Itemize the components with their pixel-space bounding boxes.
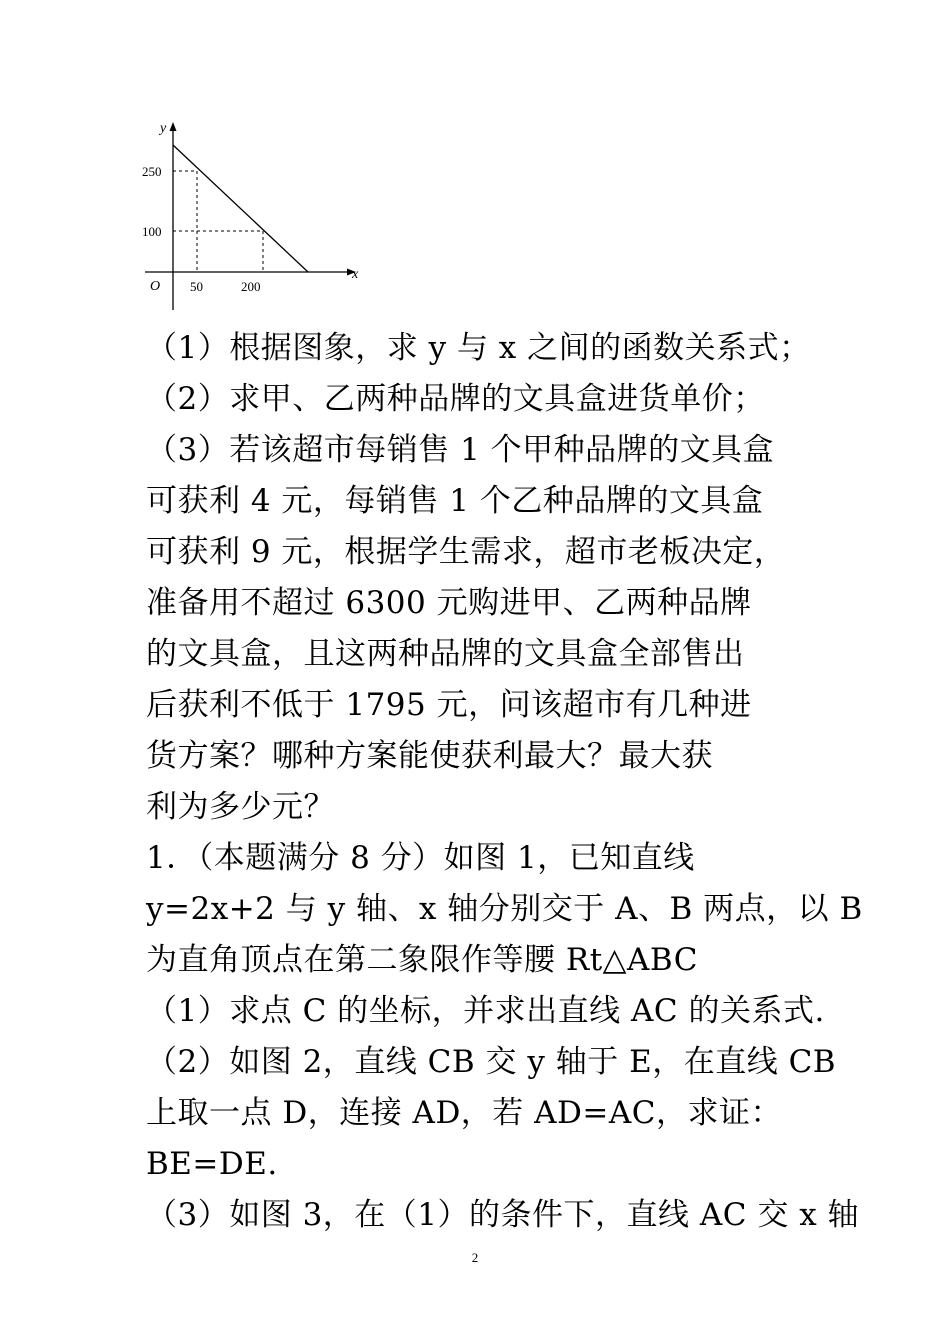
x-axis-label: x [352, 267, 359, 282]
y-axis-arrow [170, 122, 177, 131]
y-axis-label: y [160, 121, 167, 136]
text-line-16: 上取一点 D，连接 AD，若 AD=AC，求证： [146, 1095, 782, 1131]
text-line-13: 为直角顶点在第二象限作等腰 Rt△ABC [146, 942, 698, 978]
text-line-18: （3）如图 3，在（1）的条件下，直线 AC 交 x 轴 [146, 1197, 860, 1233]
x-tick-label-200: 200 [241, 279, 261, 294]
text-line-12: y=2x+2 与 y 轴、x 轴分别交于 A、B 两点，以 B [146, 891, 863, 927]
text-line-2: （2）求甲、乙两种品牌的文具盒进货单价； [146, 381, 765, 417]
y-tick-label-100: 100 [142, 224, 162, 239]
function-line [173, 145, 308, 272]
text-line-10: 利为多少元？ [146, 789, 335, 825]
text-line-5: 可获利 9 元，根据学生需求，超市老板决定， [146, 534, 786, 570]
text-line-15: （2）如图 2，直线 CB 交 y 轴于 E，在直线 CB [146, 1044, 837, 1080]
text-line-17: BE=DE. [146, 1146, 278, 1182]
y-tick-label-250: 250 [142, 164, 162, 179]
text-line-7: 的文具盒，且这两种品牌的文具盒全部售出 [146, 636, 745, 672]
text-line-4: 可获利 4 元，每销售 1 个乙种品牌的文具盒 [146, 483, 764, 519]
origin-label: O [150, 279, 161, 294]
text-line-3: （3）若该超市每销售 1 个甲种品牌的文具盒 [146, 432, 775, 468]
text-line-14: （1）求点 C 的坐标，并求出直线 AC 的关系式. [146, 993, 825, 1029]
function-graph-figure [140, 118, 370, 314]
text-line-6: 准备用不超过 6300 元购进甲、乙两种品牌 [146, 585, 752, 621]
text-line-8: 后获利不低于 1795 元，问该超市有几种进 [146, 687, 752, 723]
text-line-9: 货方案？哪种方案能使获利最大？最大获 [146, 738, 713, 774]
text-line-1: （1）根据图象，求 y 与 x 之间的函数关系式； [146, 330, 811, 366]
x-tick-label-50: 50 [190, 279, 203, 294]
text-line-11: 1．（本题满分 8 分）如图 1，已知直线 [146, 840, 695, 876]
page-number: 2 [471, 1250, 479, 1265]
